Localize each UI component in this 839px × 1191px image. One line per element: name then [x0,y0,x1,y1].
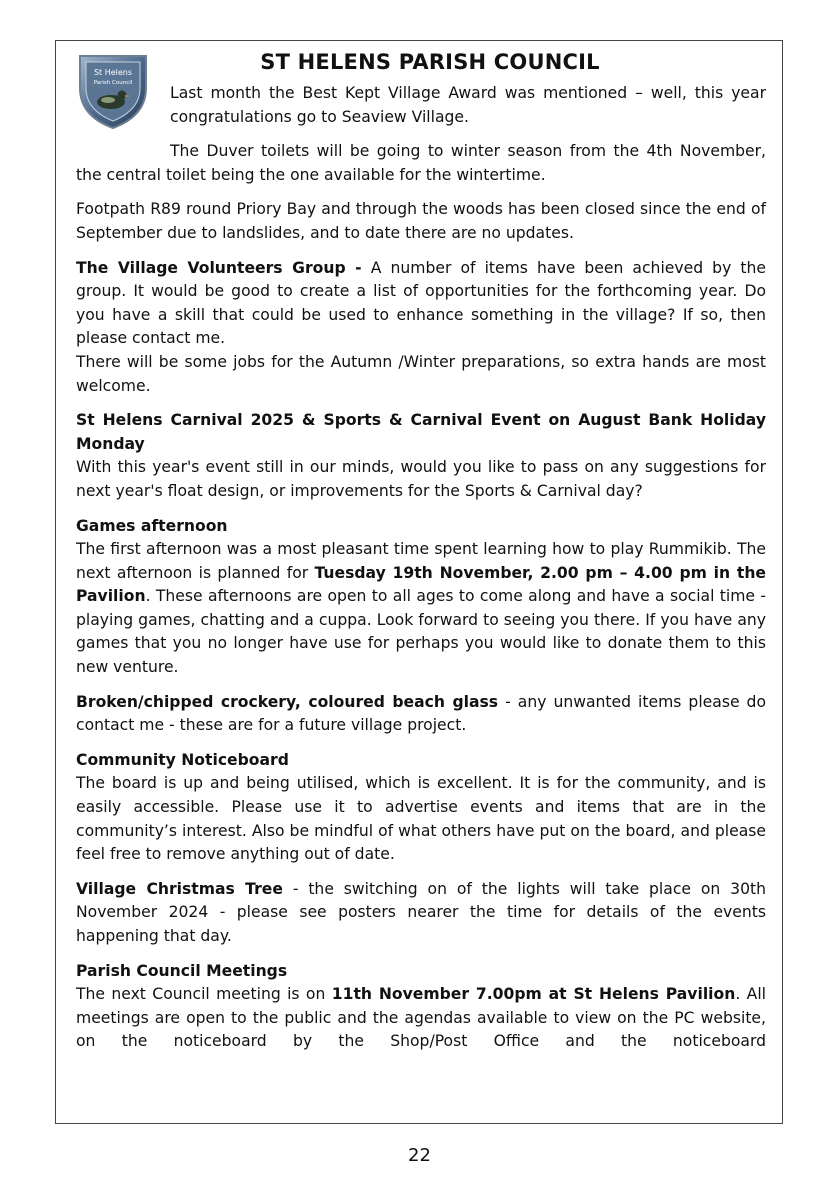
text-games-1: The first afternoon was a most pleasant time spent learning how to play Rummikib. The next afternoon is planned for [76,540,766,582]
paragraph-duver-toilets: The Duver toilets will be going to winter season from the 4th November, the central toilet being the one available for the wintertime. [76,142,766,184]
paragraph-volunteers [76,257,766,351]
logo-text-name: St Helens [93,68,133,77]
logo-text-council: Parish Council [93,80,133,86]
heading-carnival: St Helens Carnival 2025 & Sports & Carnival Event on August Bank Holiday Monday [76,411,766,453]
text-meetings-1: The next Council meeting is on [76,985,332,1004]
paragraph-best-kept-village: Last month the Best Kept Village Award was mentioned – well, this year congratulations go to Seaview Village. [170,84,766,126]
text-meetings-2: . All meetings are open to the public and the agendas available to view on the PC website, on the noticeboard by the Shop/Post Office and the noticeboard [76,985,766,1051]
paragraph-council-meetings [76,983,766,1054]
paragraph-volunteers-jobs: There will be some jobs for the Autumn /Winter preparations, so extra hands are most welcome. [76,352,766,395]
page-title: ST HELENS PARISH COUNCIL [260,50,600,74]
text-games-date: Tuesday 19th November, 2.00 pm – 4.00 pm in the Pavilion [76,563,766,606]
text-crockery: - any unwanted items please do contact me - these are for a future village project. [76,692,766,735]
heading-volunteers: The Village Volunteers Group - [76,258,362,277]
page-number: 22 [408,1145,431,1166]
heading-crockery: Broken/chipped crockery, coloured beach glass [76,692,499,711]
heading-council-meetings: Parish Council Meetings [76,961,288,980]
heading-christmas-tree: Village Christmas Tree [76,879,283,898]
text-volunteers: A number of items have been achieved by the group. It would be good to create a list of opportunities for the forthcoming year. Do you have a skill that could be used to enhance something in the village? If so, then please contact me. [76,258,766,348]
heading-noticeboard: Community Noticeboard [76,750,289,769]
paragraph-carnival: With this year's event still in our minds, would you like to pass on any suggestions for next year's float design, or improvements for the Sports & Carnival day? [76,458,766,500]
paragraph-games-afternoon [76,538,766,680]
paragraph-footpath: Footpath R89 round Priory Bay and through the woods has been closed since the end of September due to landslides, and to date there are no updates. [76,200,766,242]
heading-games-afternoon: Games afternoon [76,516,228,535]
paragraph-noticeboard: The board is up and being utilised, which is excellent. It is for the community, and is easily accessible. Please use it to advertise events and items that are in the community’s interest. Also be mindful of what others have put on the board, and please feel free to remove anything out of date. [76,774,766,864]
text-meetings-date: 11th November 7.00pm at St Helens Pavilion [331,985,736,1004]
text-christmas-tree: - the switching on of the lights will take place on 30th November 2024 - please see posters nearer the time for details of the events happening that day. [76,879,767,945]
newsletter-body [76,82,766,1054]
paragraph-christmas-tree [76,878,766,949]
text-games-2: . These afternoons are open to all ages to come along and have a social time - playing games, chatting and a cuppa. Look forward to seeing you there. If you have any games that you no longer have use for perhaps you would like to donate them to this new venture. [76,587,766,677]
paragraph-crockery [76,691,766,738]
